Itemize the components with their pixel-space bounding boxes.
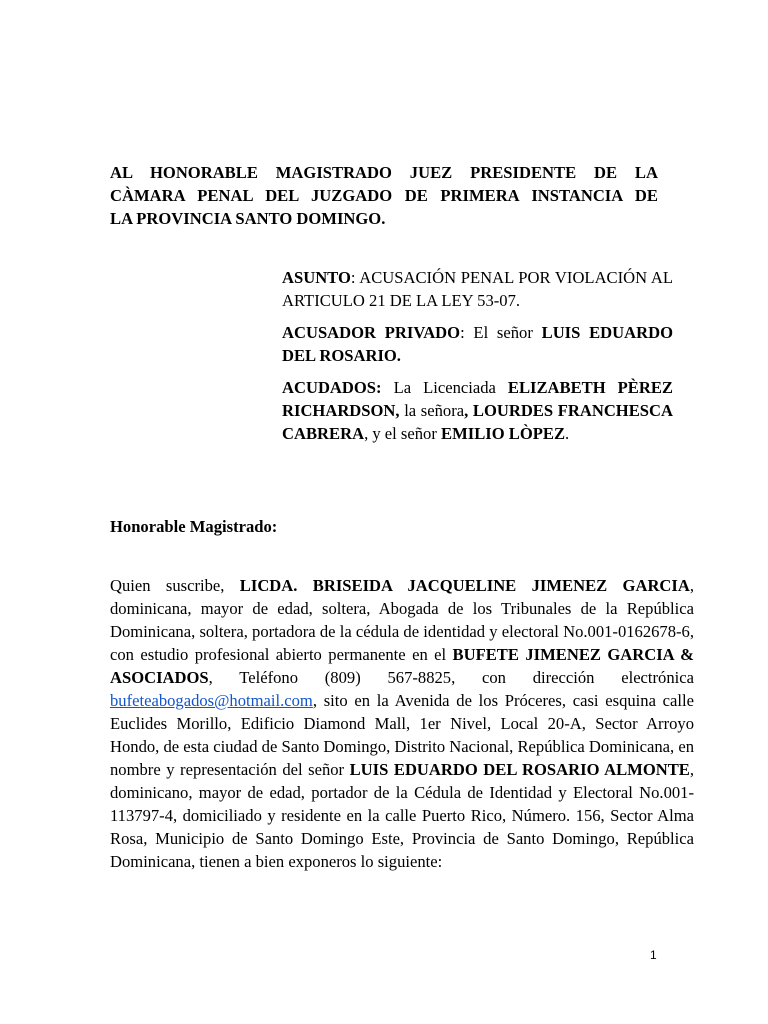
acusados-text-1: La Licenciada (381, 378, 508, 397)
body-text-3: , Teléfono (809) 567-8825, con dirección electrónica (208, 668, 694, 687)
heading-line-3: LA PROVINCIA SANTO DOMINGO. (110, 209, 386, 228)
asunto-text: : ACUSACIÓN PENAL POR VIOLACIÓN AL ARTICULO 21 DE LA LEY 53-07. (282, 268, 673, 310)
body-text-2: , dominicana, mayor de edad, soltera, Abogada de los Tribunales de la República Dominicana, soltera, portadora de la cédula de identidad y electoral No.001-0162678-6, con estudio profesional abierto permanente en el (110, 576, 695, 664)
acusador-label: ACUSADOR PRIVADO (282, 323, 461, 342)
acusador-name: LUIS EDUARDO DEL ROSARIO. (282, 323, 674, 365)
heading-line-1: AL HONORABLE MAGISTRADO JUEZ PRESIDENTE DE LA (110, 163, 658, 182)
client-name: LUIS EDUARDO DEL ROSARIO ALMONTE (349, 760, 690, 779)
heading-line-2: CÀMARA PENAL DEL JUZGADO DE PRIMERA INSTANCIA DE (110, 186, 658, 205)
lawyer-name: LICDA. BRISEIDA JACQUELINE JIMENEZ GARCIA (239, 576, 690, 595)
body-text-5: , dominicano, mayor de edad, portador de la Cédula de Identidad y Electoral No.001-113797-4, domiciliado y residente en la calle Puerto Rico, Número. 156, Sector Alma Rosa, Municipio de Santo Domingo Este, Provincia de Santo Domingo, República Dominicana, tienen a bien exponeros lo siguiente: (110, 760, 695, 871)
body-paragraph (110, 574, 694, 873)
page-number: 1 (650, 948, 657, 962)
email-link[interactable]: bufeteabogados@hotmail.com (110, 691, 313, 710)
asunto-paragraph (282, 266, 673, 312)
acusador-paragraph (282, 321, 673, 367)
acusados-label: ACUDADOS: (282, 378, 382, 397)
document-heading (110, 161, 658, 230)
acusados-text-2: la señora (399, 401, 465, 420)
body-text-1: Quien suscribe, (110, 576, 240, 595)
body-text-4: , sito en la Avenida de los Próceres, casi esquina calle Euclides Morillo, Edificio Diamond Mall, 1er Nivel, Local 20-A, Sector Arroyo Hondo, de esta ciudad de Santo Domingo, Distrito Nacional, República Dominicana, en nombre y representación del señor (110, 691, 694, 779)
asunto-label: ASUNTO (282, 268, 351, 287)
salutation: Honorable Magistrado: (110, 517, 278, 536)
acusados-name-2: , LOURDES FRANCHESCA CABRERA (282, 401, 673, 443)
acusados-text-3: , y el señor (364, 424, 442, 443)
acusados-name-3: EMILIO LÒPEZ (441, 424, 566, 443)
acusados-text-4: . (565, 424, 570, 443)
acusador-text: : El señor (460, 323, 542, 342)
case-summary (282, 266, 673, 454)
acusados-paragraph (282, 376, 673, 445)
acusados-name-1: ELIZABETH PÈREZ RICHARDSON, (282, 378, 673, 420)
firm-name: BUFETE JIMENEZ GARCIA & ASOCIADOS (110, 645, 694, 687)
